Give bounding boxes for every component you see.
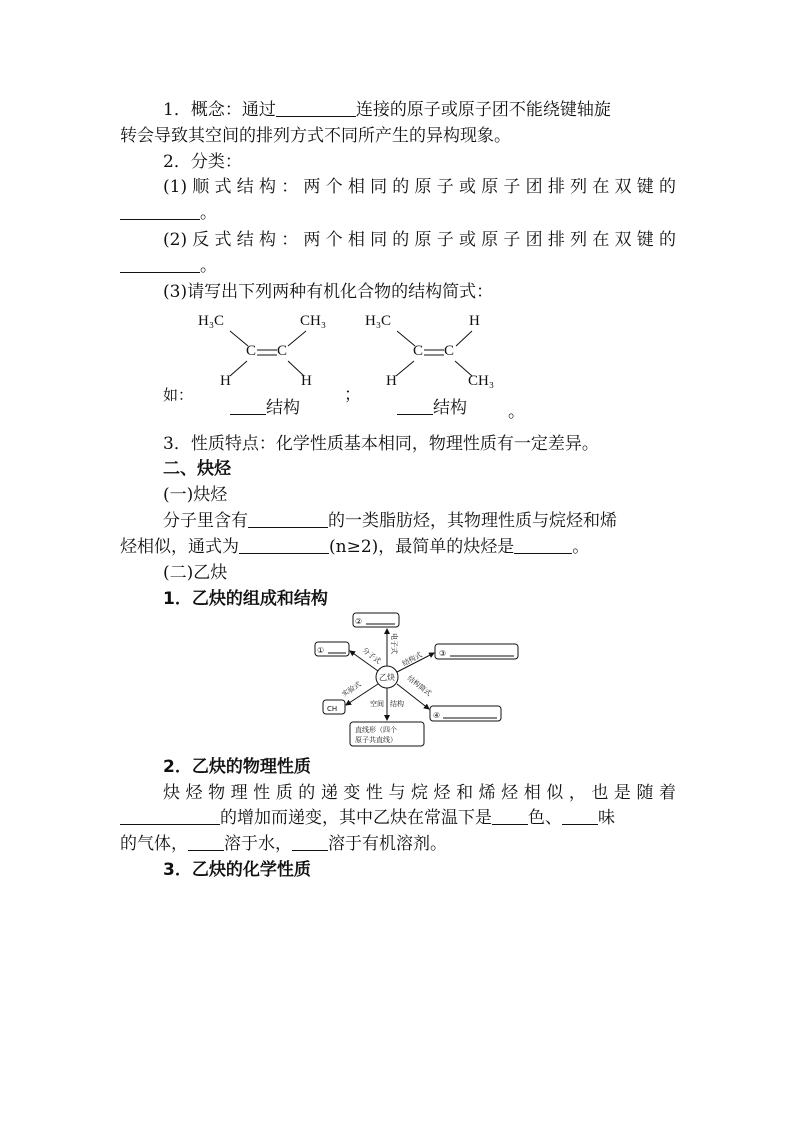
- bond: [397, 331, 415, 346]
- label-circled-4: ④: [433, 711, 441, 720]
- cis-definition: (1)顺式结构：两个相同的原子或原子团排列在双键的: [163, 177, 676, 197]
- blank: [120, 808, 220, 825]
- topic-physical-properties: 2．乙炔的物理性质: [163, 757, 311, 777]
- physical-properties-1: 炔烃物理性质的递变性与烷烃和烯烃相似，也是随着: [163, 783, 676, 803]
- label-spatial: 空间: [370, 700, 384, 708]
- cis-structure-answer: 结构: [230, 397, 300, 419]
- label-circled-3: ③: [439, 649, 447, 658]
- label-simplified-structure: 结构简式: [405, 674, 433, 698]
- label-ch3: CH₃: [300, 313, 327, 329]
- bond: [456, 331, 472, 346]
- concept-line-2: 转会导致其空间的排列方式不同所产生的异构现象。: [120, 126, 511, 146]
- label-h: H: [301, 373, 312, 389]
- trans-blank-line: 。: [120, 255, 217, 277]
- label-h3c: H₃C: [365, 313, 392, 329]
- bond-lines: [0, 0, 794, 420]
- alkyne-definition-2: 烃相似，通式为 (n≥2)，最简单的炔烃是 。: [120, 537, 590, 557]
- label-circled-1: ①: [317, 646, 325, 655]
- box-simplified-structure: [430, 706, 501, 721]
- concept-line-1: 1．概念：通过 连接的原子或原子团不能绕键轴旋: [163, 100, 611, 120]
- label-ch3: CH₃: [468, 373, 495, 389]
- label-center: 乙炔: [379, 673, 395, 682]
- example-label: 如：: [163, 386, 194, 404]
- box-structural-formula: [435, 644, 518, 659]
- trans-definition: (2)反式结构：两个相同的原子或原子团排列在双键的: [163, 230, 676, 250]
- label-h: H: [220, 373, 231, 389]
- blank: [514, 537, 572, 554]
- blank: [397, 398, 433, 415]
- alkyne-definition-1: 分子里含有 的一类脂肪烃，其物理性质与烷烃和烯: [163, 511, 617, 531]
- label-empirical-formula: 实验式: [340, 680, 363, 699]
- classify-heading: 2．分类：: [163, 152, 242, 172]
- label-c: C: [277, 343, 288, 359]
- section-heading-alkyne: 二、炔烃: [163, 459, 231, 479]
- label-c: C: [444, 343, 455, 359]
- physical-properties-3: 的气体， 溶于水， 溶于有机溶剂。: [120, 834, 447, 854]
- subheading-alkyne: (一)炔烃: [163, 485, 228, 505]
- bond: [230, 331, 248, 346]
- physical-properties-2: 的增加而递变，其中乙炔在常温下是 色、 味: [120, 807, 615, 829]
- bond: [288, 361, 304, 376]
- subheading-acetylene: (二)乙炔: [163, 563, 228, 583]
- label-structural-formula: 结构式: [401, 650, 424, 668]
- trans-structure-answer: 结构: [397, 397, 467, 419]
- end-period: 。: [508, 402, 525, 422]
- bond: [230, 361, 247, 376]
- label-molecular-formula: 分子式: [360, 646, 383, 666]
- label-shape-2: 原子共直线）: [355, 736, 397, 744]
- acetylene-structure-diagram: [300, 605, 540, 750]
- property-line: 3．性质特点：化学性质基本相同，物理性质有一定差异。: [163, 434, 599, 454]
- topic-composition: 1．乙炔的组成和结构: [163, 589, 328, 609]
- label-ch: CH: [327, 705, 338, 713]
- blank: [562, 808, 598, 825]
- bond: [396, 361, 414, 376]
- label-c: C: [246, 343, 257, 359]
- label-c: C: [413, 343, 424, 359]
- label-electron-formula: 电子式: [390, 633, 398, 654]
- cis-blank-line: 。: [120, 202, 217, 224]
- bond: [455, 361, 472, 376]
- blank: [292, 834, 328, 851]
- label-h: H: [469, 313, 480, 329]
- semicolon: ；: [344, 385, 361, 405]
- bond: [288, 331, 306, 346]
- blank: [230, 398, 266, 415]
- label-h3c: H₃C: [198, 313, 225, 329]
- blank: [248, 511, 328, 528]
- topic-chemical-properties: 3．乙炔的化学性质: [163, 860, 311, 880]
- blank: [239, 537, 329, 554]
- label-circled-2: ②: [355, 617, 363, 626]
- label-h: H: [386, 373, 397, 389]
- blank: [188, 834, 224, 851]
- blank: [492, 808, 528, 825]
- label-structure: 结构: [390, 700, 404, 708]
- write-structure-prompt: (3)请写出下列两种有机化合物的结构简式：: [163, 282, 494, 302]
- label-shape-1: 直线形（四个: [355, 726, 397, 734]
